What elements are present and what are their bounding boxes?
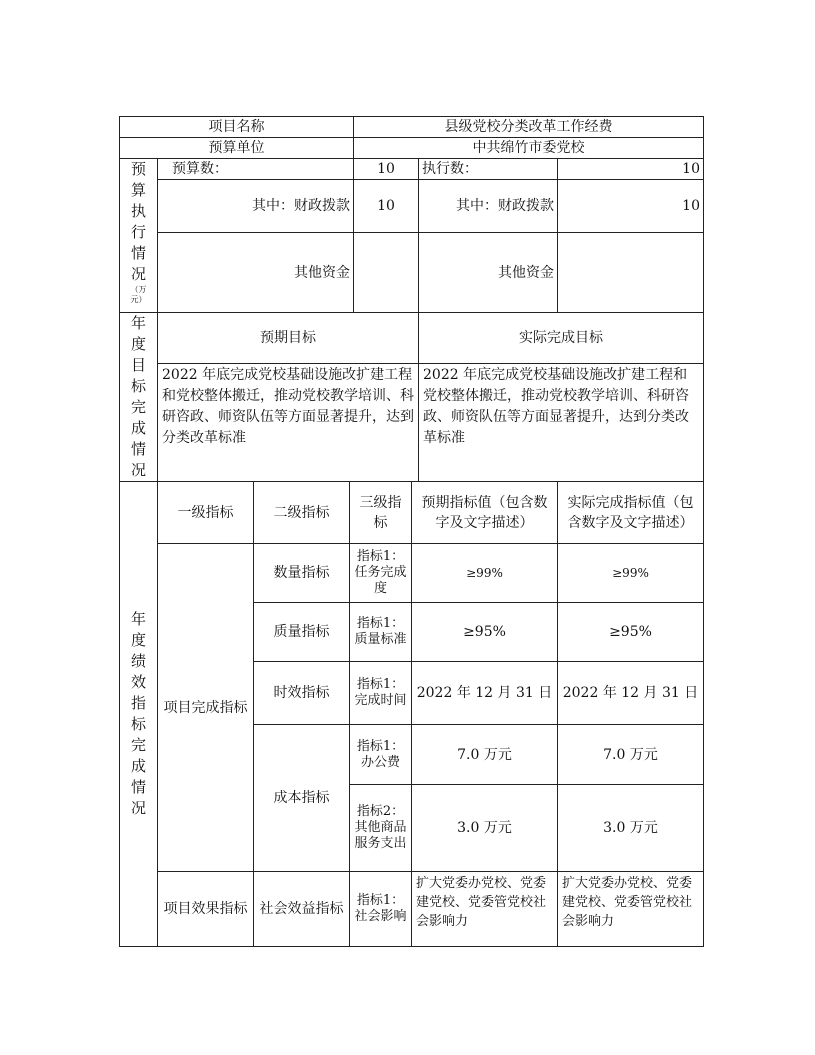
fiscal-label-right: 其中：财政拨款 (419, 180, 558, 233)
indicator-actual: 3.0 万元 (558, 785, 704, 872)
expected-goal-label: 预期目标 (158, 313, 419, 364)
goal-label-char: 标 (130, 377, 146, 395)
indicator-level2: 时效指标 (254, 662, 350, 725)
project-name-label: 项目名称 (120, 117, 354, 138)
fiscal-label-left: 其中：财政拨款 (158, 180, 354, 233)
perf-label-char: 年 (130, 610, 146, 628)
goal-label-char: 度 (130, 335, 146, 353)
indicator-expected: 扩大党委办党校、党委建党校、党委管党校社会影响力 (412, 872, 558, 947)
budget-unit-note: 元） (130, 295, 147, 304)
goal-text-row (120, 363, 704, 481)
performance-report-page (119, 116, 703, 947)
budget-label-char: 行 (130, 223, 146, 241)
budget-unit-row (120, 138, 704, 159)
budget-label-char: 预 (130, 160, 146, 178)
fiscal-value-right: 10 (558, 180, 704, 233)
perf-label-char: 况 (130, 799, 146, 817)
actual-goal-text: 2022 年底完成党校基础设施改扩建工程和党校整体搬迁，推动党校教学培训、科研咨政、师资队伍等方面显著提升，达到分类改革标准 (419, 363, 704, 481)
goal-section-label (120, 313, 158, 482)
fiscal-row (120, 180, 704, 233)
goal-label-char: 完 (130, 398, 146, 416)
budget-amount-label: 预算数： (158, 159, 354, 180)
indicator-level3: 指标1：完成时间 (350, 662, 412, 725)
budget-label-char: 况 (130, 265, 146, 283)
expected-goal-text: 2022 年底完成党校基础设施改扩建工程和党校整体搬迁，推动党校教学培训、科研咨政、师资队伍等方面显著提升，达到分类改革标准 (158, 363, 419, 481)
performance-table (119, 116, 704, 947)
col-level3-header: 三级指标 (350, 482, 412, 544)
other-label-right: 其他资金 (419, 233, 558, 313)
goal-label-char: 年 (130, 314, 146, 332)
perf-label-char: 标 (130, 715, 146, 733)
col-level2-header: 二级指标 (254, 482, 350, 544)
perf-label-char: 完 (130, 736, 146, 754)
project-name-value: 县级党校分类改革工作经费 (354, 117, 704, 138)
budget-section-label (120, 159, 158, 313)
indicator-row (120, 872, 704, 947)
budget-unit-value: 中共绵竹市委党校 (354, 138, 704, 159)
indicator-level3: 指标1：质量标准 (350, 603, 412, 662)
performance-section-label (120, 482, 158, 947)
goal-label-char: 情 (130, 440, 146, 458)
col-expected-header: 预期指标值（包含数字及文字描述） (412, 482, 558, 544)
goal-label-char: 成 (130, 419, 146, 437)
other-funds-row (120, 233, 704, 313)
indicator-expected: 2022 年 12 月 31 日 (412, 662, 558, 725)
goal-label-char: 目 (130, 356, 146, 374)
indicator-row (120, 544, 704, 603)
indicator-expected: ≥99% (412, 544, 558, 603)
perf-label-char: 效 (130, 673, 146, 691)
indicator-header-row (120, 482, 704, 544)
indicator-level3: 指标1：任务完成度 (350, 544, 412, 603)
indicator-actual: ≥99% (558, 544, 704, 603)
indicator-level3: 指标1：办公费 (350, 725, 412, 785)
indicator-level2: 数量指标 (254, 544, 350, 603)
budget-unit-label: 预算单位 (120, 138, 354, 159)
indicator-expected: 3.0 万元 (412, 785, 558, 872)
perf-label-char: 情 (130, 778, 146, 796)
other-value-right (558, 233, 704, 313)
executed-label: 执行数： (419, 159, 558, 180)
perf-label-char: 成 (130, 757, 146, 775)
executed-value: 10 (558, 159, 704, 180)
indicator-level2: 社会效益指标 (254, 872, 350, 947)
indicator-expected: 7.0 万元 (412, 725, 558, 785)
indicator-level2-cost: 成本指标 (254, 725, 350, 872)
other-value-left (354, 233, 419, 313)
indicator-expected: ≥95% (412, 603, 558, 662)
indicator-actual: 2022 年 12 月 31 日 (558, 662, 704, 725)
indicator-actual: 7.0 万元 (558, 725, 704, 785)
indicator-level3: 指标1：社会影响 (350, 872, 412, 947)
goal-header-row (120, 313, 704, 364)
indicator-actual: 扩大党委办党校、党委建党校、党委管党校社会影响力 (558, 872, 704, 947)
actual-goal-label: 实际完成目标 (419, 313, 704, 364)
indicator-actual: ≥95% (558, 603, 704, 662)
group-completion-label: 项目完成指标 (158, 544, 254, 872)
budget-label-char: 算 (130, 181, 146, 199)
budget-amount-value: 10 (354, 159, 419, 180)
budget-unit-note: （万 (130, 285, 147, 294)
col-actual-header: 实际完成指标值（包含数字及文字描述） (558, 482, 704, 544)
perf-label-char: 绩 (130, 652, 146, 670)
indicator-level3: 指标2：其他商品服务支出 (350, 785, 412, 872)
other-label-left: 其他资金 (158, 233, 354, 313)
col-level1-header: 一级指标 (158, 482, 254, 544)
goal-label-char: 况 (130, 461, 146, 479)
group-effect-label: 项目效果指标 (158, 872, 254, 947)
indicator-level2: 质量指标 (254, 603, 350, 662)
perf-label-char: 度 (130, 631, 146, 649)
budget-label-char: 情 (130, 244, 146, 262)
perf-label-char: 指 (130, 694, 146, 712)
project-name-row (120, 117, 704, 138)
budget-label-char: 执 (130, 202, 146, 220)
fiscal-value-left: 10 (354, 180, 419, 233)
budget-amount-row (120, 159, 704, 180)
